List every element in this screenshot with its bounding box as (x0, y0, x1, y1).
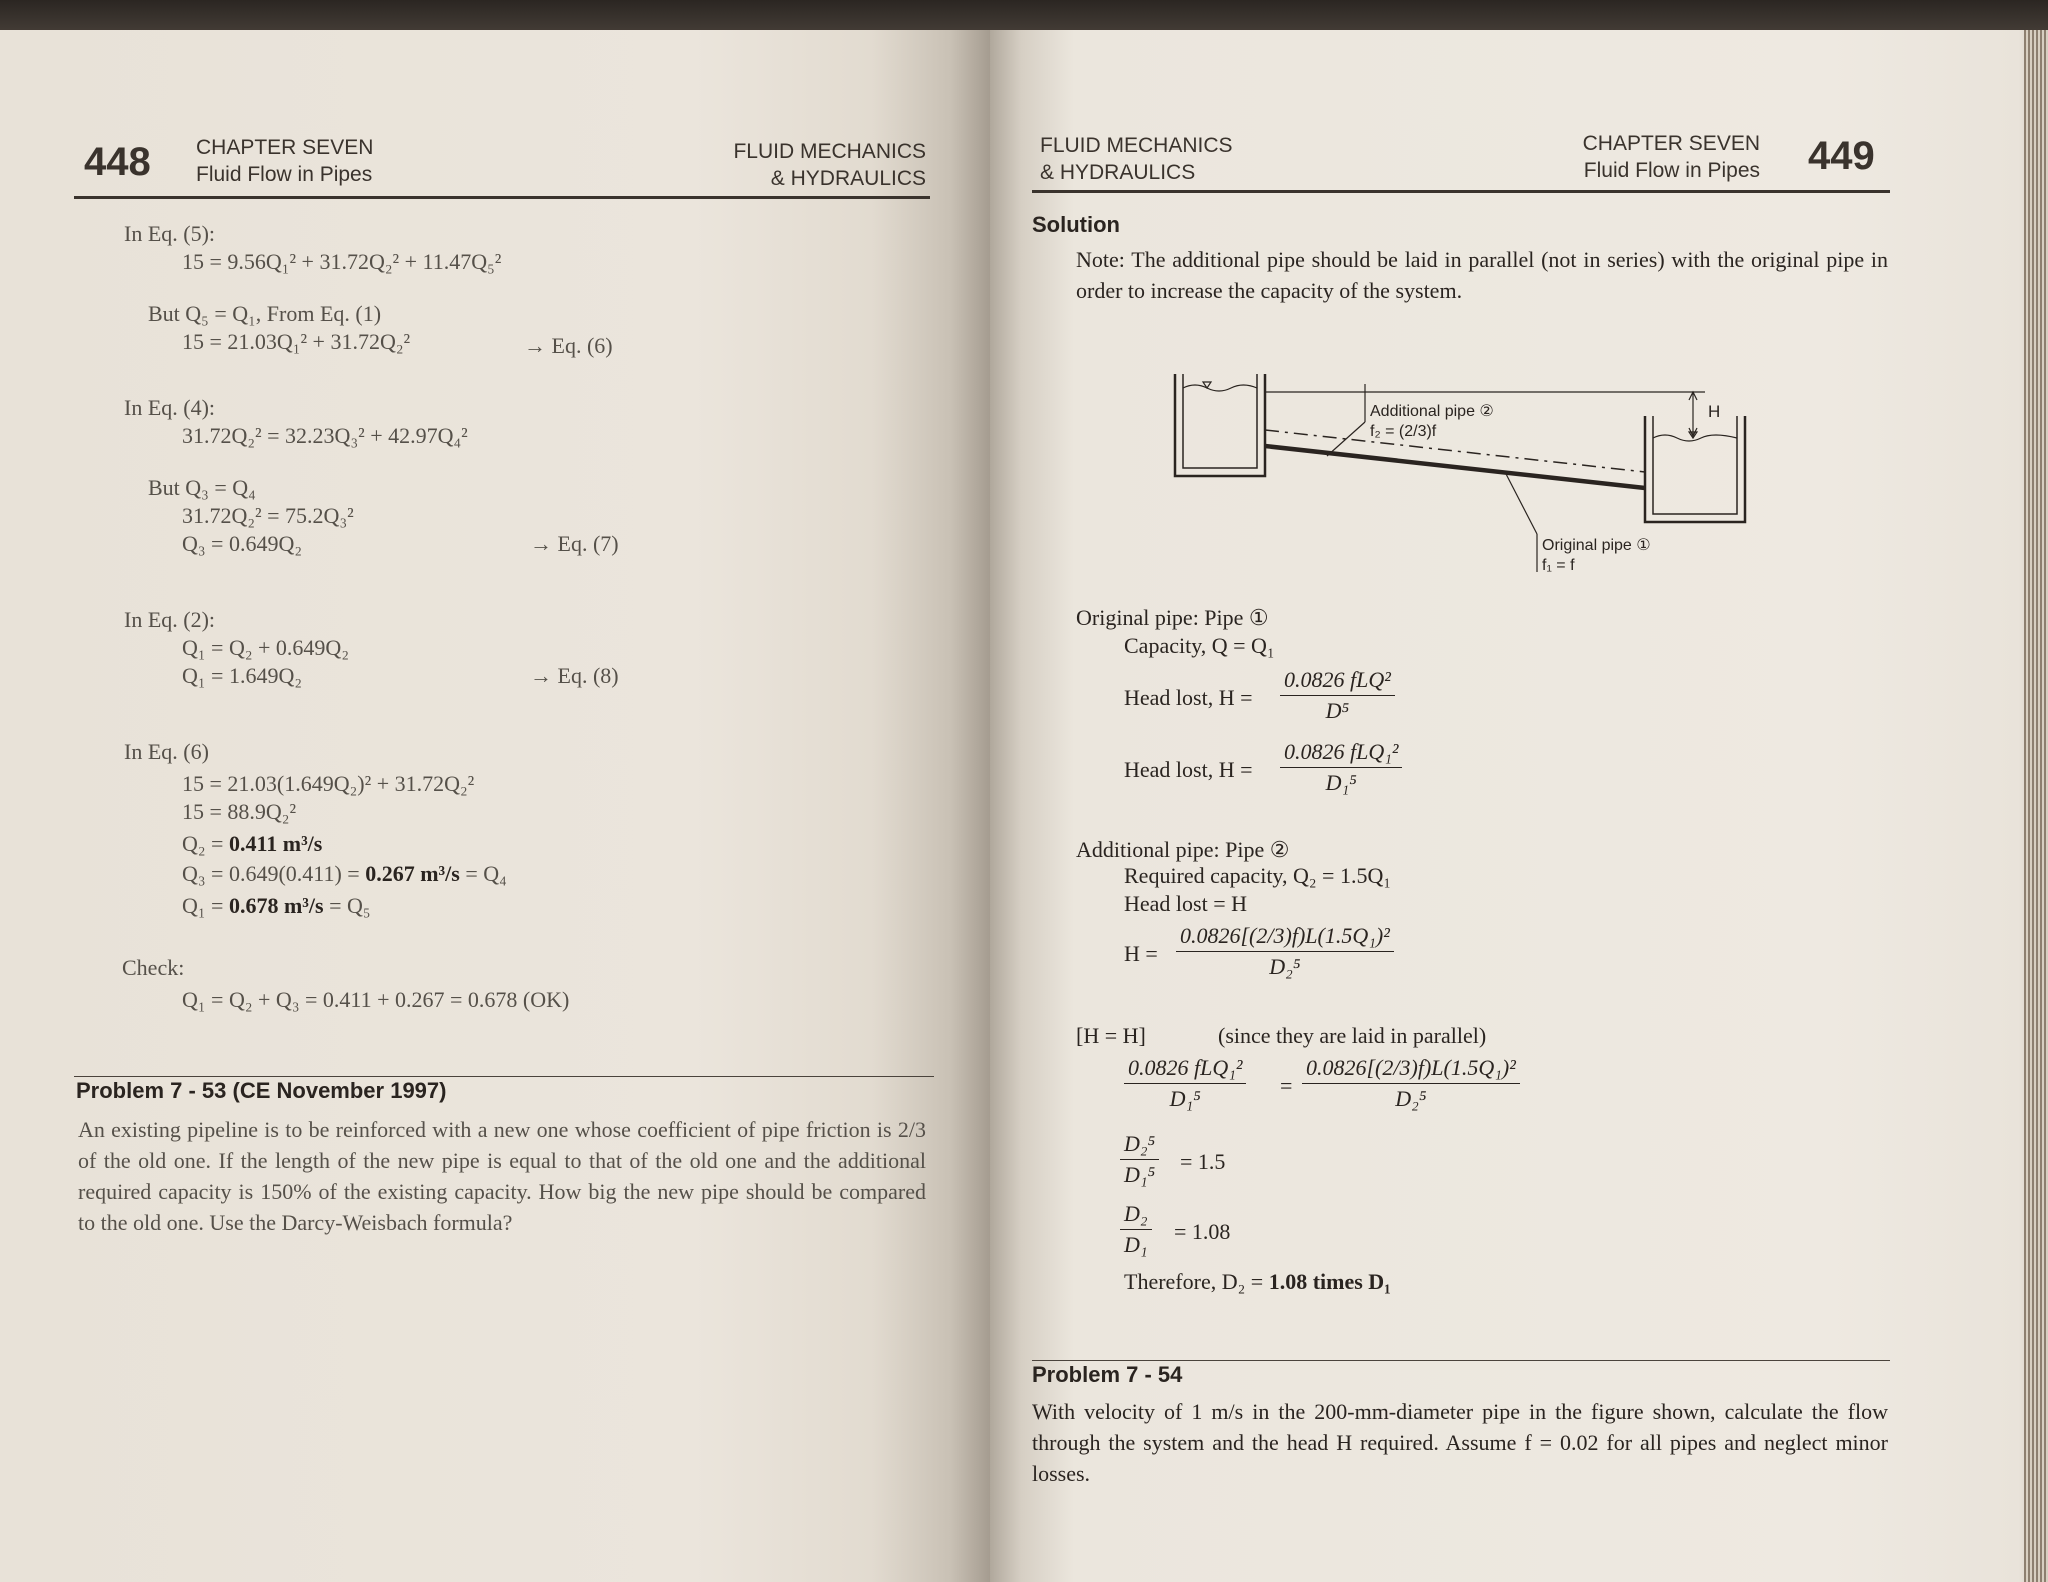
equation-note: (since they are laid in parallel) (1218, 1023, 1487, 1048)
subject-header (640, 138, 926, 192)
equation: [H = H] (1076, 1023, 1146, 1048)
chapter-title: Fluid Flow in Pipes (1583, 159, 1760, 182)
equation: 15 = 88.9Q₂² (182, 799, 297, 824)
fraction (1124, 1054, 1246, 1113)
subject-line-1: FLUID MECHANICS (733, 140, 926, 163)
equation-prefix: H = (1124, 941, 1158, 966)
subject-line-1: FLUID MECHANICS (1040, 134, 1233, 157)
conclusion (1124, 1268, 1391, 1296)
problem-text: An existing pipeline is to be reinforced with a new one whose coefficient of pipe friction is 2/3 of the old one. If the length of the new pipe is equal to that of the old one and the additional required capacity is 150% of the existing capacity. How big the new pipe should be compared to the old one. Use the Darcy-Weisbach formula? (78, 1117, 926, 1235)
header-rule (1032, 190, 1890, 193)
equation: Capacity, Q = Q₁ (1124, 633, 1275, 658)
subject-line-2: & HYDRAULICS (770, 167, 926, 190)
step-label: In Eq. (5): (124, 221, 216, 246)
equation: 31.72Q₂² = 75.2Q₃² (182, 503, 354, 528)
chapter-title: Fluid Flow in Pipes (196, 163, 373, 186)
solution-label: Solution (1032, 212, 1120, 237)
equation: 31.72Q₂² = 32.23Q₃² + 42.97Q₄² (182, 423, 468, 448)
result-equation (182, 860, 507, 888)
pipe-diagram (1165, 336, 1765, 586)
numerator: 0.0826 fLQ₁² (1124, 1054, 1246, 1084)
equation-reference: → Eq. (6) (524, 333, 613, 358)
chapter-label: CHAPTER SEVEN (196, 136, 374, 159)
equation-result: = 1.08 (1174, 1219, 1231, 1244)
equals-sign: = (1280, 1073, 1293, 1098)
equation: Q₁ = Q₂ + 0.649Q₂ (182, 635, 349, 660)
upper-reservoir (1175, 374, 1265, 476)
chapter-label: CHAPTER SEVEN (1582, 132, 1760, 155)
check-label: Check: (122, 955, 185, 980)
head-label: H (1708, 402, 1721, 421)
problem-rule (1032, 1360, 1890, 1361)
result-suffix: = Q₅ (323, 893, 371, 918)
numerator: D₂⁵ (1120, 1130, 1159, 1160)
denominator: D₁ (1124, 1232, 1148, 1257)
numerator: 0.0826[(2/3)f)L(1.5Q₁)² (1302, 1054, 1520, 1084)
fraction (1302, 1054, 1520, 1113)
fraction (1280, 666, 1395, 725)
numerator: 0.0826[(2/3)f)L(1.5Q₁)² (1176, 922, 1394, 952)
original-pipe-label (1542, 536, 1651, 576)
page-number: 449 (1808, 134, 1875, 178)
equation: Q₁ = 1.649Q₂ (182, 663, 303, 688)
step-label: But Q₅ = Q₁, From Eq. (1) (148, 301, 382, 326)
step-label: In Eq. (6) (124, 739, 209, 764)
equation-reference: → Eq. (7) (530, 531, 619, 556)
result-suffix: = Q₄ (459, 861, 507, 886)
result-prefix: Q₁ = (182, 893, 229, 918)
denominator: D₁⁵ (1325, 770, 1357, 795)
check-equation: Q₁ = Q₂ + Q₃ = 0.411 + 0.267 = 0.678 (OK) (182, 987, 570, 1012)
problem-title: Problem 7 - 54 (1032, 1362, 1183, 1387)
result-prefix: Q₂ = (182, 831, 229, 856)
denominator: D⁵ (1325, 698, 1350, 723)
numerator: 0.0826 fLQ₁² (1280, 738, 1402, 768)
step-label: Additional pipe: Pipe ② (1076, 837, 1290, 862)
step-label: But Q₃ = Q₄ (148, 475, 256, 500)
result-value: 0.267 m³/s (365, 861, 460, 886)
chapter-header (1460, 130, 1760, 184)
step-label: In Eq. (4): (124, 395, 216, 420)
equation: 15 = 21.03Q₁² + 31.72Q₂² (182, 329, 411, 354)
fraction (1120, 1130, 1159, 1189)
result-value: 0.678 m³/s (228, 893, 324, 918)
conclusion-prefix: Therefore, D₂ = (1124, 1269, 1269, 1294)
numerator: 0.0826 fLQ² (1280, 666, 1395, 696)
problem-text: With velocity of 1 m/s in the 200-mm-diameter pipe in the figure shown, calculate the flow through the system and the head H required. Assume f = 0.02 for all pipes and neglect minor losses. (1032, 1399, 1888, 1486)
left-page (0, 30, 990, 1582)
original-pipe-friction: f₁ = f (1542, 557, 1575, 574)
equation: Required capacity, Q₂ = 1.5Q₁ (1124, 863, 1392, 888)
original-pipe (1265, 446, 1645, 488)
equation: 15 = 21.03(1.649Q₂)² + 31.72Q₂² (182, 771, 475, 796)
fraction (1120, 1200, 1152, 1259)
solution-note: Note: The additional pipe should be laid in parallel (not in series) with the original pipe in order to increase the capacity of the system. (1076, 247, 1888, 303)
fraction (1280, 738, 1402, 797)
equation-result: = 1.5 (1180, 1149, 1226, 1174)
step-label: Original pipe: Pipe ① (1076, 605, 1269, 630)
result-equation (182, 892, 371, 920)
denominator: D₂⁵ (1269, 954, 1301, 979)
denominator: D₁⁵ (1124, 1162, 1156, 1187)
equation: Head lost = H (1124, 891, 1247, 916)
denominator: D₁⁵ (1169, 1086, 1201, 1111)
original-pipe-name: Original pipe ① (1542, 537, 1651, 554)
result-prefix: Q₃ = 0.649(0.411) = (182, 861, 366, 886)
water-surface-upper (1183, 385, 1257, 391)
chapter-header (196, 134, 373, 188)
page-edges (2024, 30, 2048, 1582)
result-value: 0.411 m³/s (228, 831, 323, 856)
equation: 15 = 9.56Q₁² + 31.72Q₂² + 11.47Q₅² (182, 249, 502, 274)
equation-reference: → Eq. (8) (530, 663, 619, 688)
numerator: D₂ (1120, 1200, 1152, 1230)
page-number: 448 (84, 140, 151, 184)
problem-rule (74, 1076, 934, 1077)
header-rule (74, 196, 930, 199)
additional-pipe-friction: f₂ = (2/3)f (1370, 423, 1437, 440)
equation-prefix: Head lost, H = (1124, 685, 1253, 710)
right-page (990, 30, 2040, 1582)
step-label: In Eq. (2): (124, 607, 216, 632)
equation: Q₃ = 0.649Q₂ (182, 531, 303, 556)
subject-header (1040, 132, 1233, 186)
denominator: D₂⁵ (1395, 1086, 1427, 1111)
result-equation (182, 830, 322, 858)
additional-pipe-name: Additional pipe ② (1370, 403, 1494, 420)
problem-title: Problem 7 - 53 (CE November 1997) (76, 1078, 447, 1103)
equation-prefix: Head lost, H = (1124, 757, 1253, 782)
additional-pipe-label (1370, 402, 1494, 442)
subject-line-2: & HYDRAULICS (1040, 161, 1196, 184)
fraction (1176, 922, 1394, 981)
conclusion-value: 1.08 times D₁ (1268, 1269, 1391, 1294)
